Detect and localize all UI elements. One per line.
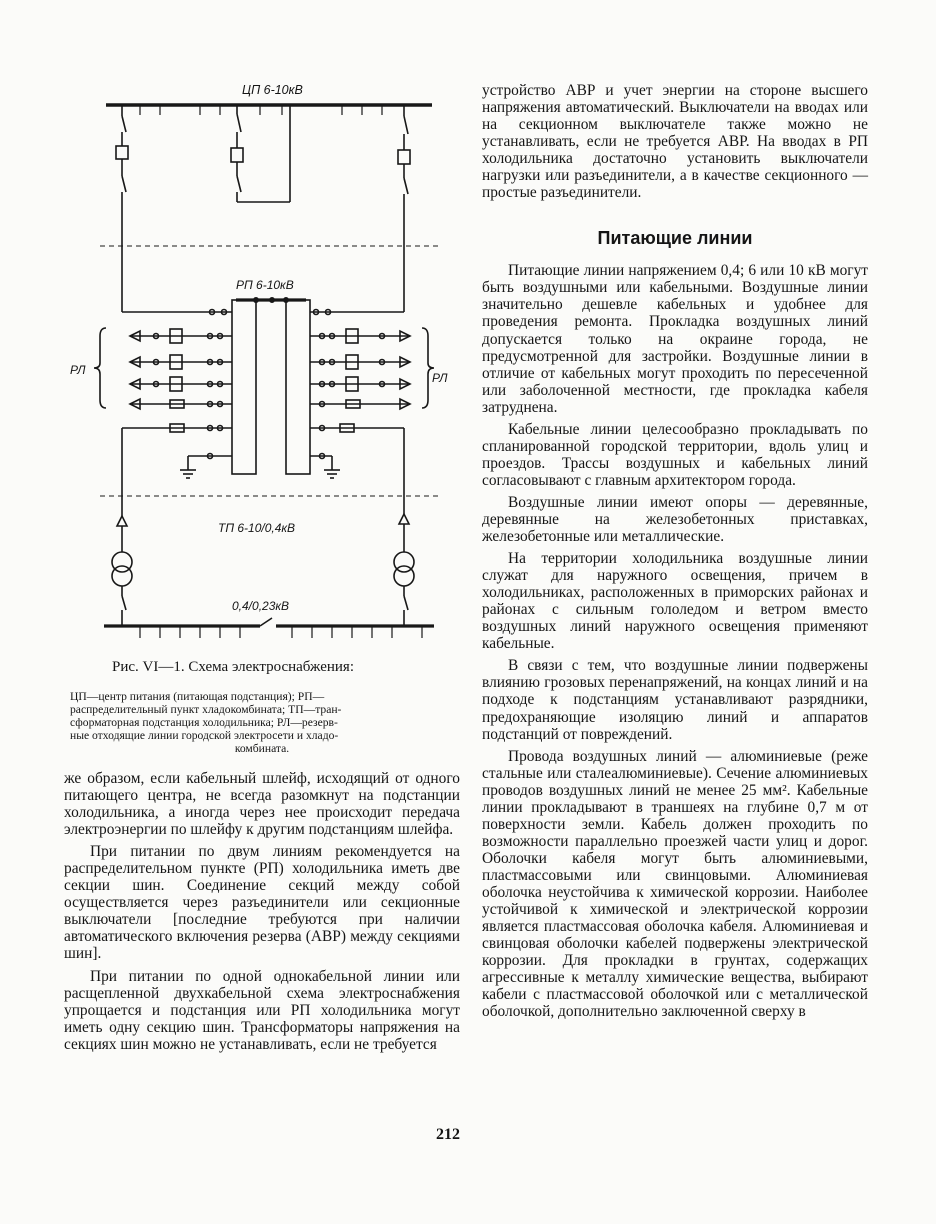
right-column bbox=[482, 82, 868, 1020]
figure-legend bbox=[70, 690, 454, 755]
paragraph: Воздушные линии имеют опоры — деревянные, деревянные на железобетонных приставках, железобетонные или металлические. bbox=[482, 493, 868, 546]
legend-line: распределительный пункт хладокомбината; ТП—тран- bbox=[70, 703, 342, 716]
paragraph: В связи с тем, что воздушные линии подвержены влиянию грозовых перенапряжений, на концах линий и на подходе к подстанциям устанавливают разрядники, предохраняющие изоляцию линий и аппаратов подстанций от повреждений. bbox=[482, 657, 868, 743]
paragraph: Кабельные линии целесообразно прокладывать по спланированной городской территории, вдоль улиц и проездов. Трассы воздушных и кабельных линий согласовывают с главным архитектором города. bbox=[482, 420, 868, 489]
label-top: ЦП 6-10кВ bbox=[242, 83, 303, 97]
page-number: 212 bbox=[436, 1126, 460, 1143]
paragraph: Провода воздушных линий — алюминиевые (реже стальные или сталеалюминиевые). Сечение алюминиевых проводов воздушных линий не менее 25 мм². Кабельные линии прокладывают в траншеях на глубине 0,7 м от поверхности земли. Кабель должен проходить по возможности параллельно проезжей части улиц и дорог. Оболочки кабеля могут быть алюминиевыми, пластмассовыми или свинцовыми. Алюминиевая оболочка неустойчива к химической коррозии. Наиболее устойчивой к химической и электрической коррозии является пластмассовая оболочка кабеля. Алюминиевая и свинцовая оболочки кабелей подвержены электрической коррозии. Для прокладки в грунтах, содержащих агрессивные к металлу химические вещества, выбирают кабели с пластмассовой оболочкой или с металлической оболочкой, дополнительно заключенной сверху в bbox=[482, 747, 868, 1021]
paragraph: устройство АВР и учет энергии на стороне высшего напряжения автоматический. Выключатели на вводах или на секционном выключателе также можно не устанавливать, если не требуется АВР. На вводах в РП холодильника достаточно установить выключатели нагрузки или разъединители, а в качестве секционного — простые разъединители. bbox=[482, 82, 868, 202]
label-lv: 0,4/0,23кВ bbox=[232, 599, 290, 613]
left-column bbox=[64, 770, 460, 1053]
paragraph: же образом, если кабельный шлейф, исходящий от одного питающего центра, не всегда разомкнут на подстанции холодильника, а иногда через нее происходит передача электроэнергии по шлейфу к другим подстанциям шлейфа. bbox=[64, 770, 460, 839]
label-rp: РП 6-10кВ bbox=[236, 278, 294, 292]
label-tp: ТП 6-10/0,4кВ bbox=[218, 521, 296, 535]
figure-caption: Рис. VI—1. Схема электроснабжения: bbox=[112, 659, 354, 675]
paragraph: Питающие линии напряжением 0,4; 6 или 10 кВ могут быть воздушными или кабельными. Воздушные линии значительно дешевле кабельных и удобнее для проведения ремонта. Прокладка воздушных линий допускается только на окраине города, не предусмотренной для застройки. Воздушные линии в отличие от кабельных могут проходить по пересеченной или заболоченной местности, где прокладка кабеля затруднена. bbox=[482, 262, 868, 416]
paragraph: При питании по двум линиям рекомендуется на распределительном пункте (РП) холодильника иметь две секции шин. Соединение секций между собой осуществляется через разъединители или секционные выключатели [последние требуются при наличии автоматического включения резерва (АВР) между секциями шин]. bbox=[64, 843, 460, 963]
legend-line: сформаторная подстанция холодильника; РЛ—резерв- bbox=[70, 716, 338, 729]
section-heading: Питающие линии bbox=[597, 228, 753, 249]
legend-line: ные отходящие линии городской электросети и хладо- bbox=[70, 729, 339, 742]
legend-line: комбината. bbox=[234, 742, 290, 755]
legend-line: ЦП—центр питания (питающая подстанция); РП— bbox=[70, 690, 325, 703]
label-rl-right: РЛ bbox=[432, 371, 448, 385]
paragraph: На территории холодильника воздушные линии служат для наружного освещения, причем в холодильниках, расположенных в приморских районах и районах с сильным гололедом и ветром вместо воздушных линий наружного освещения применяют кабельные. bbox=[482, 550, 868, 653]
label-rl-left: РЛ bbox=[70, 363, 86, 377]
power-supply-schematic bbox=[60, 78, 500, 638]
paragraph: При питании по одной однокабельной линии или расщепленной двухкабельной схема электроснабжения упрощается и подстанция или РП холодильника могут иметь одну секцию шин. Трансформаторы напряжения на секциях шин можно не устанавливать, если не требуется bbox=[64, 967, 460, 1053]
